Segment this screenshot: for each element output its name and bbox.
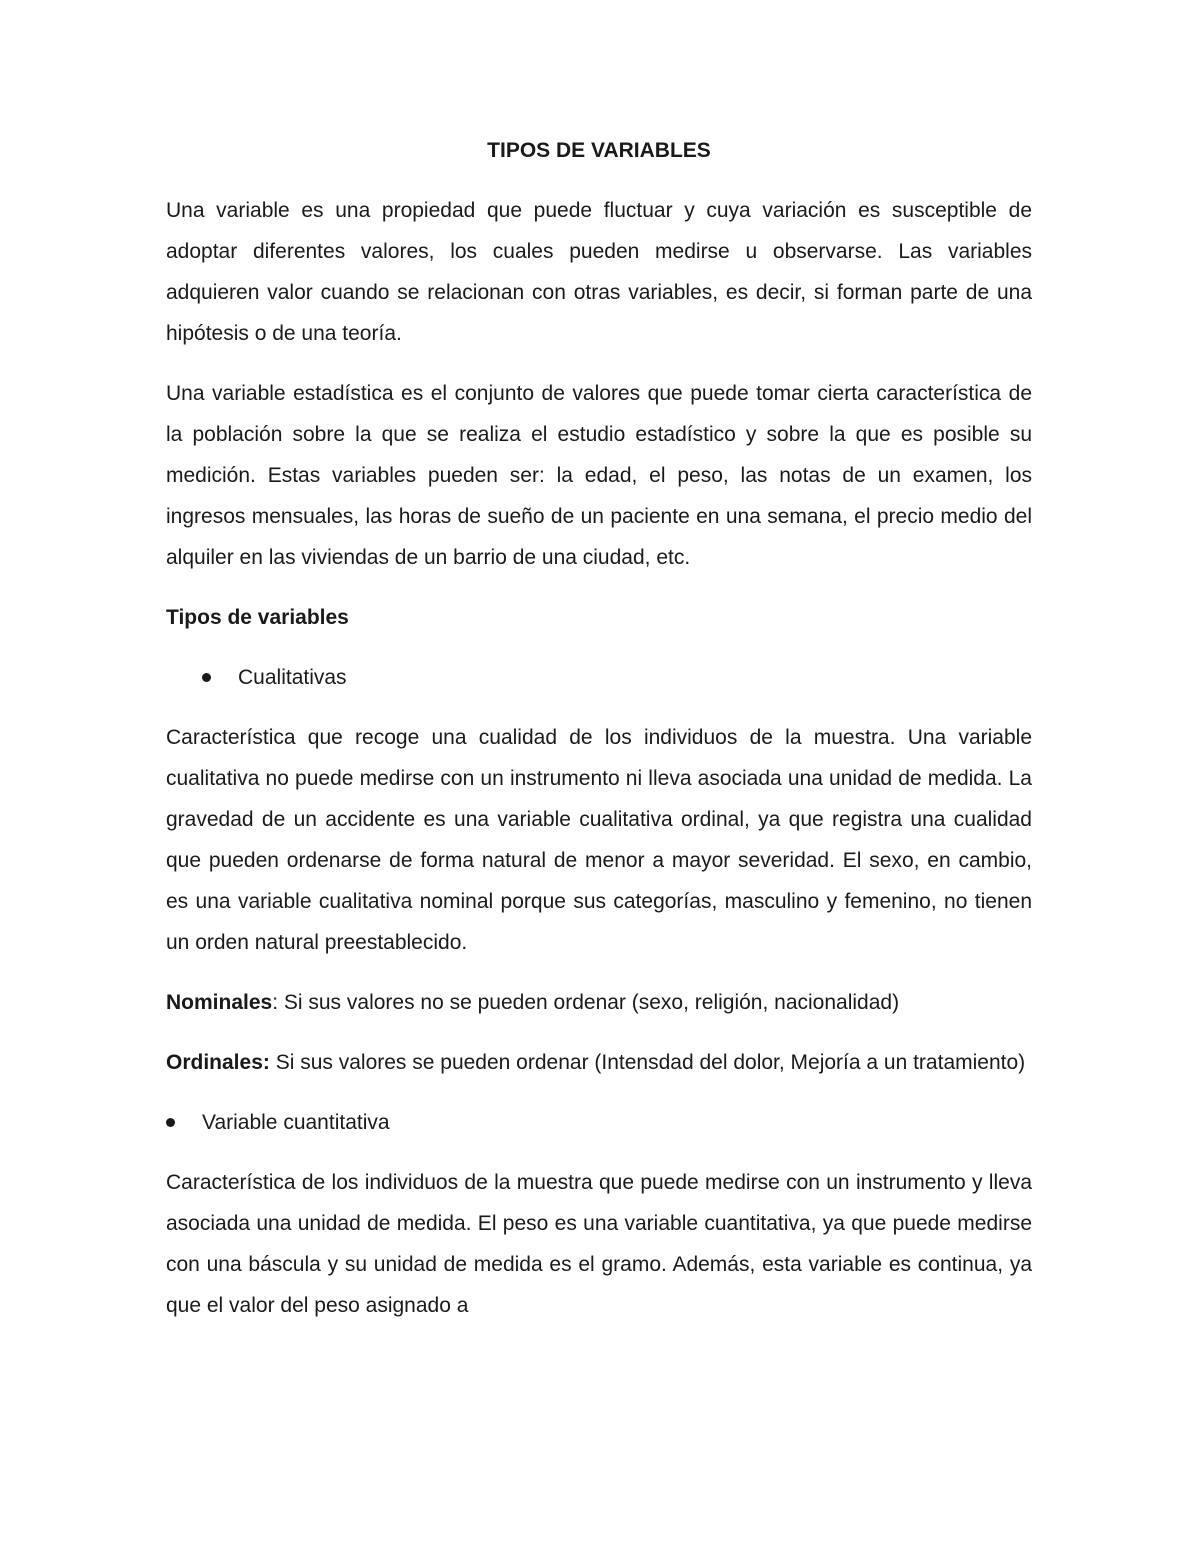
term-nominales: Nominales — [166, 991, 273, 1014]
bullet-label: Variable cuantitativa — [202, 1111, 390, 1134]
bullet-item-cuantitativa — [166, 1102, 1032, 1143]
paragraph-nominales — [166, 982, 1032, 1023]
paragraph-cuantitativa: Característica de los individuos de la muestra que puede medirse con un instrumento y lleva asociada una unidad de medida. El peso es una variable cuantitativa, ya que puede medirse con una báscula y su unidad de medida es el gramo. Además, esta variable es continua, ya que el valor del peso asignado a — [166, 1171, 1032, 1317]
document-page — [166, 130, 1032, 1345]
term-ordinales: Ordinales: — [166, 1051, 270, 1074]
paragraph-statistical-variable: Una variable estadística es el conjunto de valores que puede tomar cierta característica de la población sobre la que se realiza el estudio estadístico y sobre la que es posible su medición. Estas variables pueden ser: la edad, el peso, las notas de un examen, los ingresos mensuales, las horas de sueño de un paciente en una semana, el precio medio del alquiler en las viviendas de un barrio de una ciudad, etc. — [166, 382, 1032, 569]
nominales-definition: : Si sus valores no se pueden ordenar (sexo, religión, nacionalidad) — [272, 991, 900, 1014]
bullet-icon — [202, 673, 211, 682]
paragraph-definition: Una variable es una propiedad que puede fluctuar y cuya variación es susceptible de adoptar diferentes valores, los cuales pueden medirse u observarse. Las variables adquieren valor cuando se relacionan con otras variables, es decir, si forman parte de una hipótesis o de una teoría. — [166, 199, 1032, 345]
paragraph-cualitativa: Característica que recoge una cualidad de los individuos de la muestra. Una variable cualitativa no puede medirse con un instrumento ni lleva asociada una unidad de medida. La gravedad de un accidente es una variable cualitativa ordinal, ya que registra una cualidad que pueden ordenarse de forma natural de menor a mayor severidad. El sexo, en cambio, es una variable cualitativa nominal porque sus categorías, masculino y femenino, no tienen un orden natural preestablecido. — [166, 726, 1032, 954]
bullet-label: Cualitativas — [238, 666, 347, 689]
bullet-icon — [166, 1118, 175, 1127]
section-heading: Tipos de variables — [166, 606, 349, 629]
paragraph-ordinales — [166, 1042, 1032, 1083]
ordinales-definition: Si sus valores se pueden ordenar (Intensdad del dolor, Mejoría a un tratamiento) — [269, 1051, 1026, 1074]
document-title: TIPOS DE VARIABLES — [487, 139, 711, 162]
bullet-item-cualitativas — [166, 657, 1032, 698]
